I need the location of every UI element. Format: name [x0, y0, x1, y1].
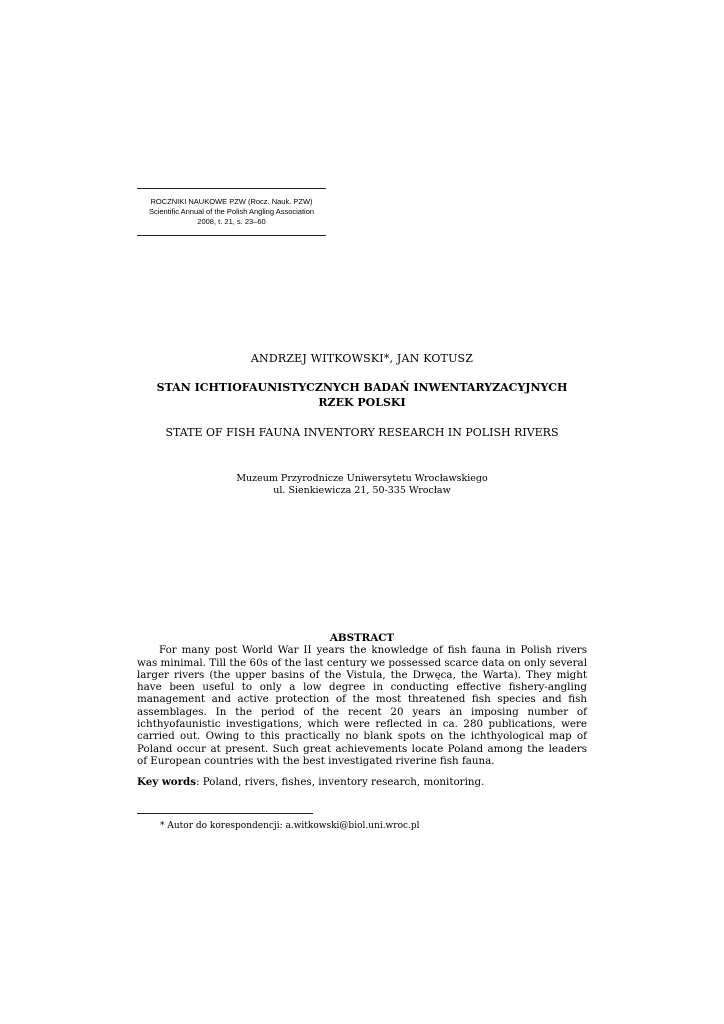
title-polish-line2: RZEK POLSKI: [318, 396, 406, 409]
affiliation-line2: ul. Sienkiewicza 21, 50-335 Wrocław: [273, 485, 451, 496]
title-polish-line1: STAN ICHTIOFAUNISTYCZNYCH BADAŃ INWENTARYZACYJNYCH: [156, 381, 568, 394]
journal-volume: 2008, t. 21, s. 23–60: [197, 217, 266, 226]
abstract-section: [137, 632, 587, 789]
keywords-text: : Poland, rivers, fishes, inventory research, monitoring.: [196, 776, 485, 789]
footnote: * Autor do korespondencji: a.witkowski@biol.uni.wroc.pl: [160, 821, 420, 831]
journal-subtitle: Scientific Annual of the Polish Angling Association: [148, 207, 315, 216]
keywords-label: Key words: [137, 776, 196, 789]
keywords: [137, 776, 587, 788]
abstract-heading: ABSTRACT: [329, 632, 395, 644]
authors: ANDRZEJ WITKOWSKI*, JAN KOTUSZ: [250, 352, 474, 365]
footnote-rule: [137, 813, 313, 814]
abstract-body: For many post World War II years the knowledge of fish fauna in Polish rivers was minimal. Till the 60s of the last century we possessed scarce data on only several larger rivers (the upper basins of the Vistula, the Drwęca, the Warta). They might have been useful to only a low degree in conducting effective fishery-angling management and active protection of the most threatened fish species and fish assemblages. In the period of the recent 20 years an imposing number of ichthyofaunistic investigations, which were reflected in ca. 280 publications, were carried out. Owing to this practically no blank spots on the ichthyological map of Poland occur at present. Such great achievements locate Poland among the leaders of European countries with the best investigated riverine fish fauna.: [137, 644, 587, 767]
title-english: STATE OF FISH FAUNA INVENTORY RESEARCH IN POLISH RIVERS: [165, 426, 559, 439]
title-polish: [0, 380, 724, 410]
affiliation-line1: Muzeum Przyrodnicze Uniwersytetu Wrocławskiego: [236, 473, 488, 484]
journal-name: ROCZNIKI NAUKOWE PZW (Rocz. Nauk. PZW): [150, 197, 313, 206]
journal-info-box: [137, 188, 326, 236]
affiliation: [0, 473, 724, 497]
